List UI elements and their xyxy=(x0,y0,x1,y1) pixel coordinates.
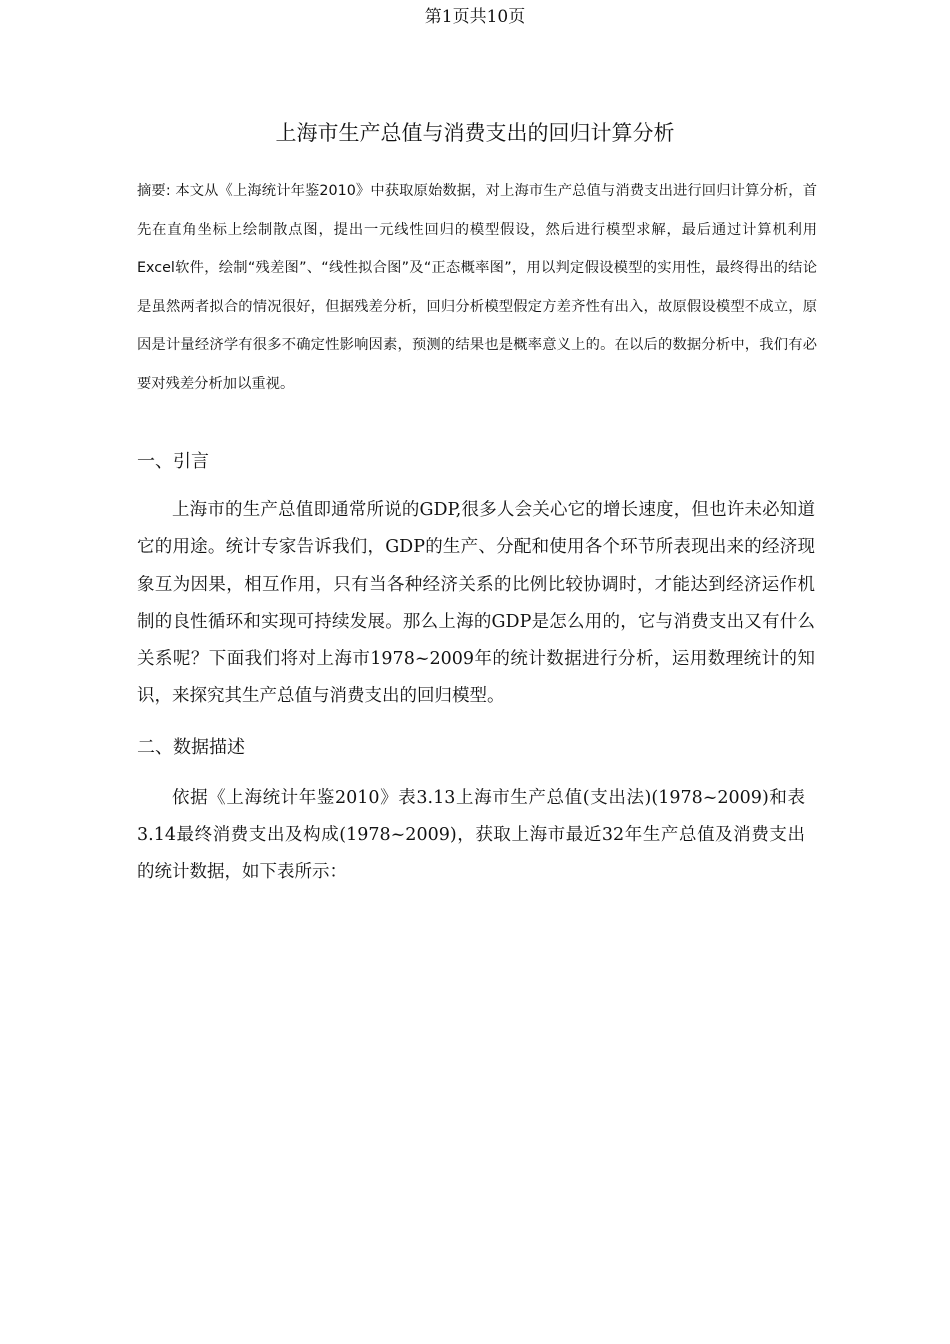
abstract-label: 摘要: xyxy=(137,183,171,199)
section-heading-data-description: 二、数据描述 xyxy=(137,737,245,758)
abstract xyxy=(137,172,817,403)
abstract-text: 本文从《上海统计年鉴2010》中获取原始数据，对上海市生产总值与消费支出进行回归计算分析，首先在直角坐标上绘制散点图，提出一元线性回归的模型假设，然后进行模型求解，最后通过计算机利用Excel软件，绘制“残差图”、“线性拟合图”及“正态概率图”，用以判定假设模型的实用性，最终得出的结论是虽然两者拟合的情况很好，但据残差分析，回归分析模型假定方差齐性有出入，故原假设模型不成立，原因是计量经济学有很多不确定性影响因素，预测的结果也是概率意义上的。在以后的数据分析中，我们有必要对残差分析加以重视。 xyxy=(137,183,817,392)
section-heading-introduction: 一、引言 xyxy=(137,451,209,472)
page-number-header: 第1页共10页 xyxy=(424,7,526,27)
section-paragraph-introduction: 上海市的生产总值即通常所说的GDP,很多人会关心它的增长速度，但也许未必知道它的用途。统计专家告诉我们，GDP的生产、分配和使用各个环节所表现出来的经济现象互为因果，相互作用，只有当各种经济关系的比例比较协调时，才能达到经济运作机制的良性循环和实现可持续发展。那么上海的GDP是怎么用的，它与消费支出又有什么关系呢？下面我们将对上海市1978~2009年的统计数据进行分析，运用数理统计的知识，来探究其生产总值与消费支出的回归模型。 xyxy=(137,500,815,707)
section-paragraph-data-description: 依据《上海统计年鉴2010》表3.13上海市生产总值(支出法)(1978~2009)和表3.14最终消费支出及构成(1978~2009)，获取上海市最近32年生产总值及消费支出的统计数据，如下表所示： xyxy=(137,788,805,882)
document-title: 上海市生产总值与消费支出的回归计算分析 xyxy=(275,121,675,145)
